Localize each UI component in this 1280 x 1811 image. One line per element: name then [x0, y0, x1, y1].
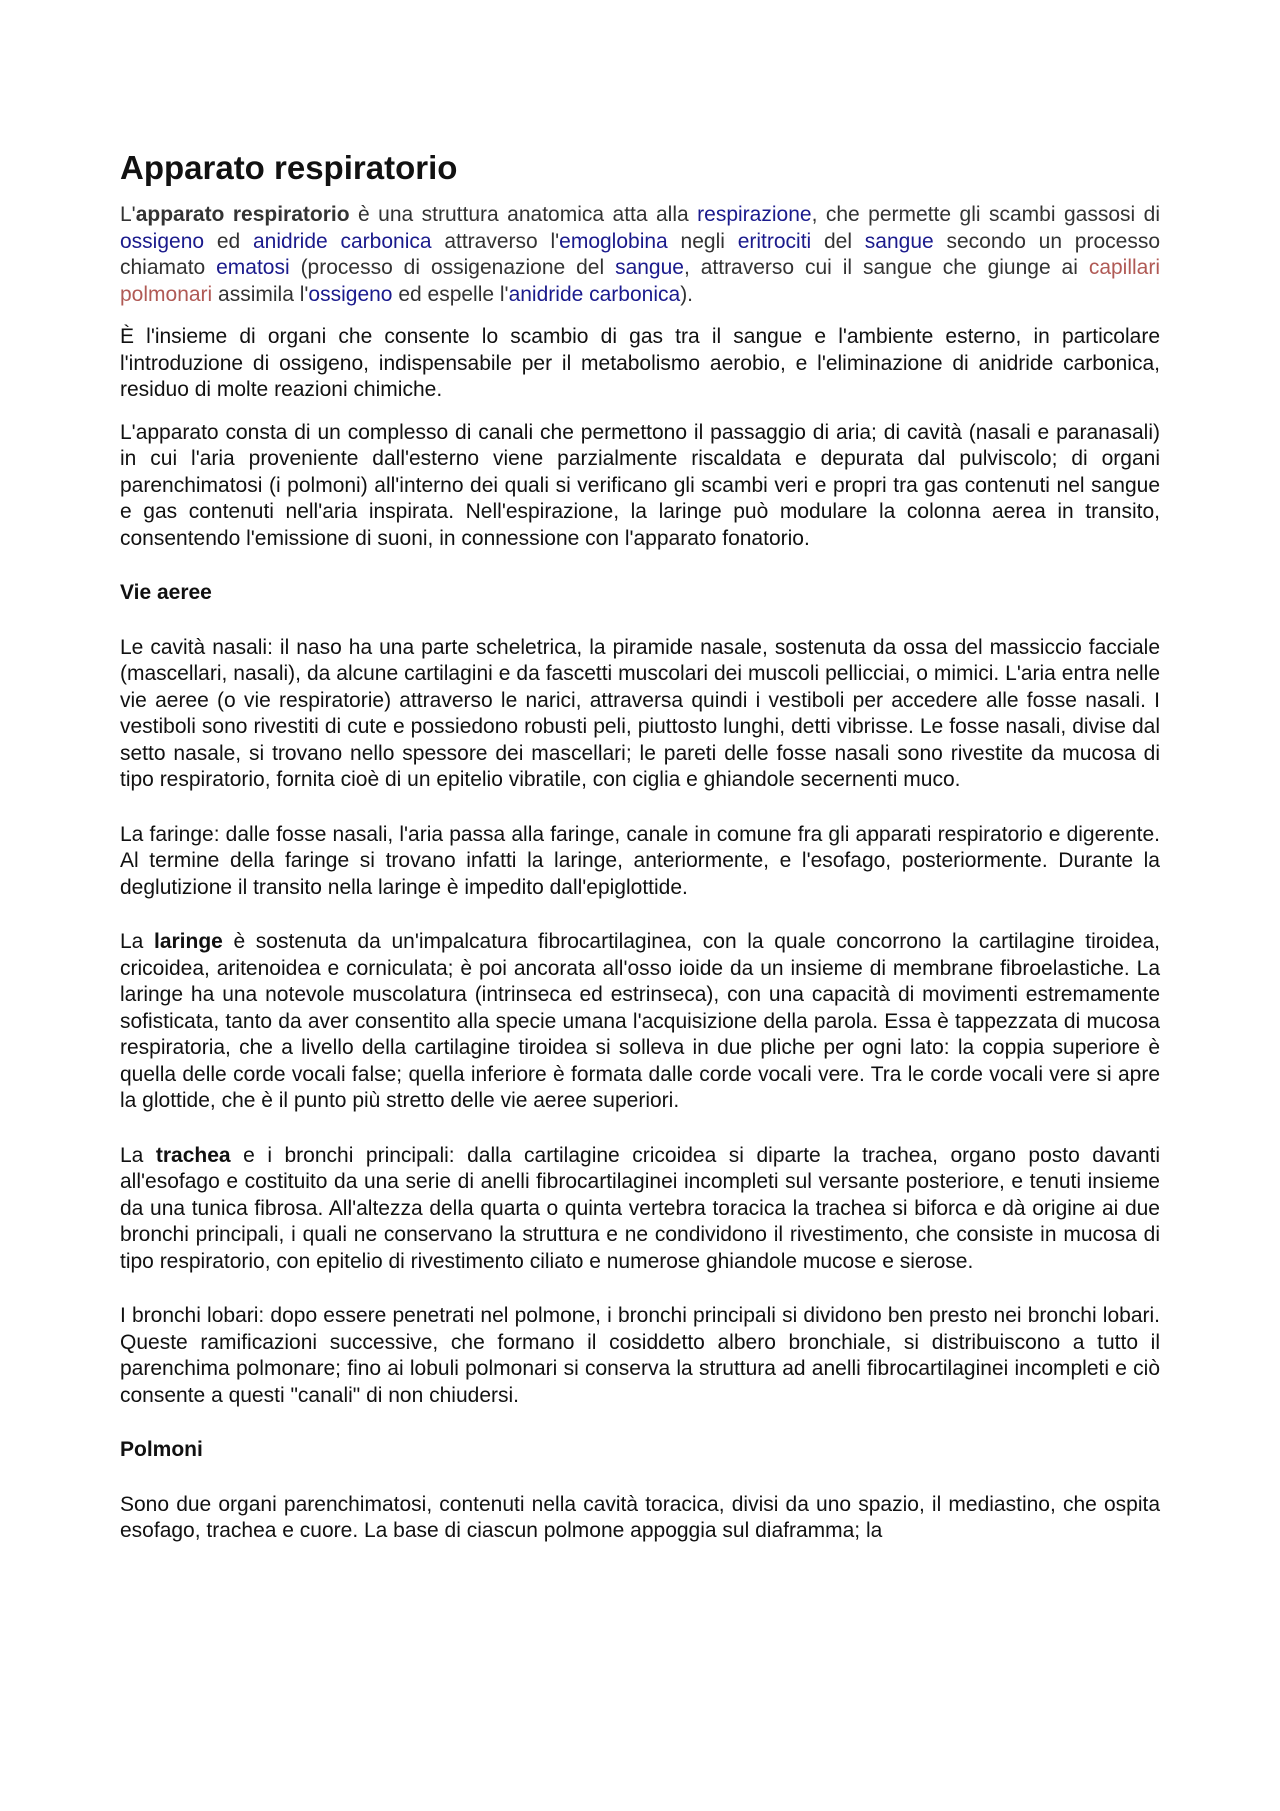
- intro-text: , attraverso cui il sangue che giunge ai: [683, 256, 1089, 279]
- link-anidride-carbonica[interactable]: anidride carbonica: [508, 282, 681, 306]
- link-ematosi[interactable]: ematosi: [216, 256, 290, 279]
- paragraph-bronchi-lobari: I bronchi lobari: dopo essere penetrati nel polmone, i bronchi principali si dividono ben presto nei bronchi lobari. Queste ramificazioni successive, che formano il cosiddetto albero bronchiale, si distribuiscono a tutto il parenchima polmonare; fino ai lobuli polmonari si conserva la struttura ad anelli fibrocartilaginei incompleti e ciò consente a questi "canali" di non chiudersi.: [120, 1304, 1160, 1407]
- trachea-bold-term: trachea: [155, 1143, 231, 1167]
- trachea-text: e i bronchi principali: dalla cartilagine cricoidea si diparte la trachea, organo posto davanti all'esofago e costituito da una serie di anelli fibrocartilaginei incompleti sul versante posteriore, e tenuti insieme da una tunica fibrosa. All'altezza della quarta o quinta vertebra toracica la trachea si biforca e dà origine ai due bronchi principali, i quali ne conservano la struttura e ne condividono il rivestimento, che consiste in mucosa di tipo respiratorio, con epitelio di rivestimento ciliato e numerose ghiandole mucose e sierose.: [120, 1143, 1160, 1273]
- paragraph-components: L'apparato consta di un complesso di canali che permettono il passaggio di aria; di cavità (nasali e paranasali) in cui l'aria proveniente dall'esterno viene parzialmente riscaldata e depurata dal pulviscolo; di organi parenchimatosi (i polmoni) all'interno dei quali si verificano gli scambi veri e propri tra gas contenuti nel sangue e gas contenuti nell'aria inspirata. Nell'espirazione, la laringe può modulare la colonna aerea in transito, consentendo l'emissione di suoni, in connessione con l'apparato fonatorio.: [120, 420, 1160, 550]
- link-sangue[interactable]: sangue: [615, 256, 684, 279]
- link-anidride-carbonica[interactable]: anidride carbonica: [252, 229, 432, 253]
- intro-text: , che permette gli scambi gassosi di: [811, 203, 1160, 226]
- intro-text: (processo di ossigenazione del: [289, 256, 616, 279]
- intro-text: ed espelle l': [392, 282, 509, 306]
- intro-bold-term: apparato respiratorio: [135, 203, 350, 226]
- paragraph-cavita-nasali: Le cavità nasali: il naso ha una parte scheletrica, la piramide nasale, sostenuta da ossa del massiccio facciale (mascellari, nasali), da alcune cartilagini e da fascetti muscolari dei muscoli pellicciai, o mimici. L'aria entra nelle vie aeree (o vie respiratorie) attraverso le narici, attraversa quindi i vestiboli per accedere alle fosse nasali. I vestiboli sono rivestiti di cute e possiedono robusti peli, piuttosto lunghi, detti vibrisse. Le fosse nasali, divise dal setto nasale, si trovano nello spessore dei mascellari; le pareti delle fosse nasali sono rivestite da mucosa di tipo respiratorio, fornita cioè di un epitelio vibratile, con ciglia e ghiandole secernenti muco.: [120, 635, 1160, 791]
- intro-text: attraverso l': [431, 229, 560, 253]
- laringe-bold-term: laringe: [154, 930, 223, 953]
- page-title: Apparato respiratorio: [120, 149, 458, 186]
- link-ossigeno[interactable]: ossigeno: [308, 282, 393, 306]
- paragraph-laringe: [120, 929, 1160, 1115]
- link-emoglobina[interactable]: emoglobina: [559, 229, 668, 253]
- link-ossigeno[interactable]: ossigeno: [120, 229, 205, 253]
- intro-text: negli: [667, 229, 738, 253]
- laringe-text: La: [120, 930, 154, 953]
- laringe-text: è sostenuta da un'impalcatura fibrocartilaginea, con la quale concorrono la cartilagine tiroidea, cricoidea, aritenoidea e corniculata; è poi ancorata all'osso ioide da un insieme di membrane fibroelastiche. La laringe ha una notevole muscolatura (intrinseca ed estrinseca), con una capacità di movimenti estremamente sofisticata, tanto da aver consentito alla specie umana l'acquisizione della parola. Essa è tappezzata di mucosa respiratoria, che a livello della cartilagine tiroidea si solleva in due pliche per ogni lato: la coppia superiore è quella delle corde vocali false; quella inferiore è formata dalle corde vocali vere. Tra le corde vocali vere si apre la glottide, che è il punto più stretto delle vie aeree superiori.: [120, 930, 1160, 1112]
- trachea-text: La: [120, 1143, 156, 1167]
- intro-text: ).: [680, 282, 694, 306]
- intro-text: è una struttura anatomica atta alla: [349, 203, 698, 226]
- paragraph-definition: È l'insieme di organi che consente lo scambio di gas tra il sangue e l'ambiente esterno, in particolare l'introduzione di ossigeno, indispensabile per il metabolismo aerobio, e l'eliminazione di anidride carbonica, residuo di molte reazioni chimiche.: [120, 325, 1160, 401]
- intro-text: ed: [204, 229, 253, 253]
- intro-paragraph: [120, 202, 1160, 308]
- link-sangue[interactable]: sangue: [864, 229, 934, 253]
- section-heading-vie-aeree: Vie aeree: [120, 581, 212, 604]
- link-respirazione[interactable]: respirazione: [697, 203, 812, 226]
- intro-text: del: [811, 229, 865, 253]
- paragraph-trachea: [120, 1143, 1160, 1276]
- intro-text: secondo un processo chiamato: [120, 229, 1161, 279]
- section-heading-polmoni: Polmoni: [120, 1438, 203, 1461]
- document-page: [120, 148, 1160, 1545]
- link-eritrociti[interactable]: eritrociti: [737, 229, 812, 253]
- intro-text: L': [120, 203, 136, 226]
- intro-text: assimila l': [212, 282, 309, 306]
- paragraph-polmoni: Sono due organi parenchimatosi, contenuti nella cavità toracica, divisi da uno spazio, il mediastino, che ospita esofago, trachea e cuore. La base di ciascun polmone appoggia sul diaframma; la: [120, 1492, 1160, 1542]
- link-capillari-polmonari[interactable]: capillari polmonari: [120, 256, 1161, 306]
- paragraph-faringe: La faringe: dalle fosse nasali, l'aria passa alla faringe, canale in comune fra gli apparati respiratorio e digerente. Al termine della faringe si trovano infatti la laringe, anteriormente, e l'esofago, posteriormente. Durante la deglutizione il transito nella laringe è impedito dall'epiglottide.: [120, 822, 1160, 899]
